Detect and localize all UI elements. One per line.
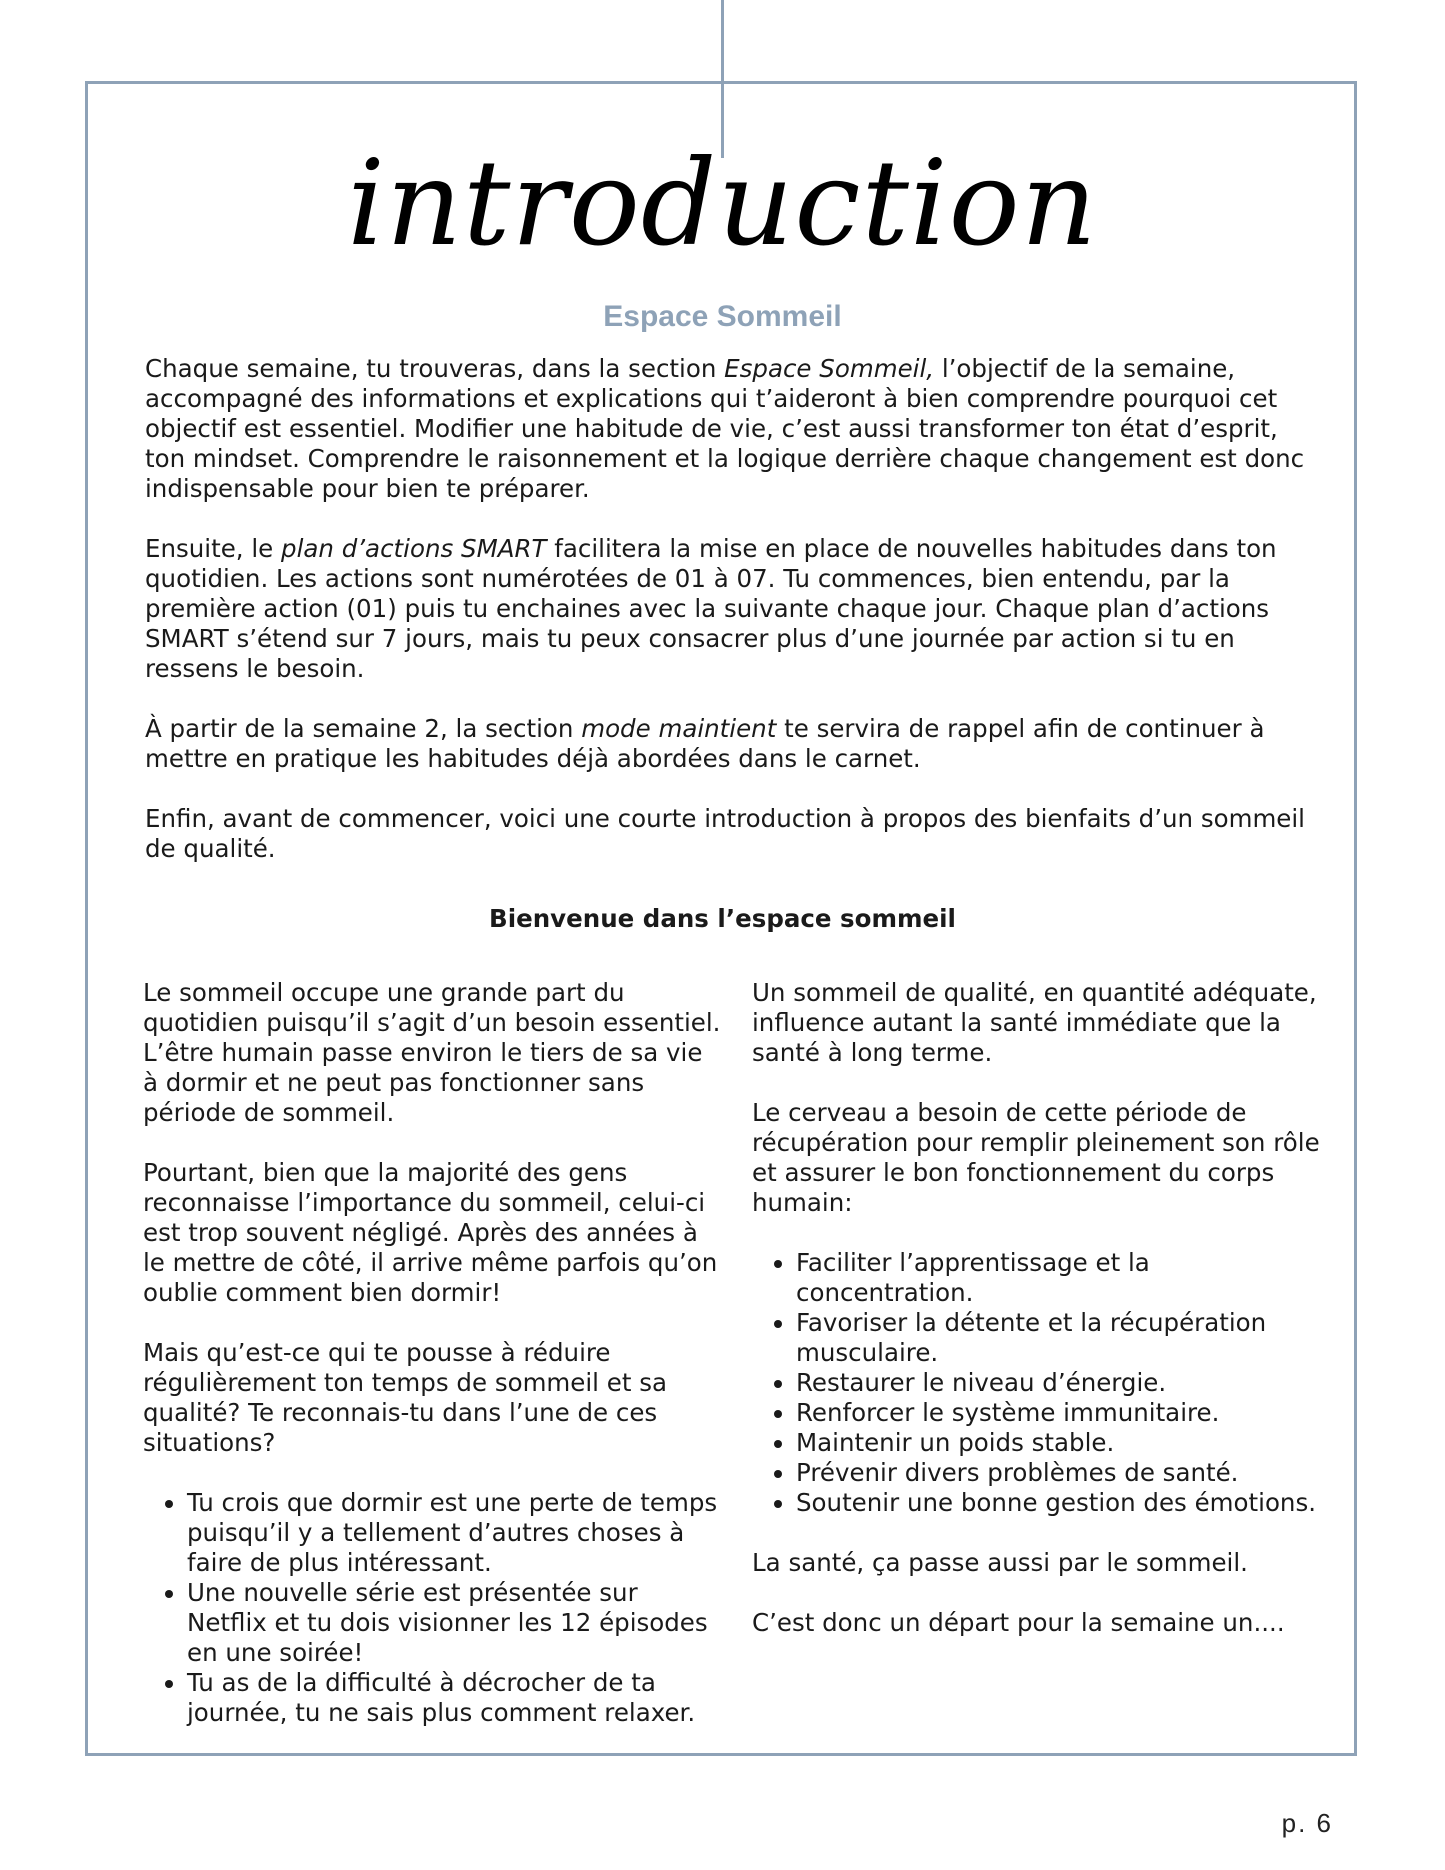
- left-paragraph-3: Mais qu’est-ce qui te pousse à réduire régulièrement ton temps de sommeil et sa qualité? Te reconnais-tu dans l’une de ces situations?: [143, 1338, 668, 1457]
- right-paragraph-1: Un sommeil de qualité, en quantité adéquate, influence autant la santé immédiate que la santé à long terme.: [752, 978, 1317, 1067]
- left-bullet-list: [143, 1488, 723, 1728]
- intro-paragraph-4: Enfin, avant de commencer, voici une courte introduction à propos des bienfaits d’un sommeil de qualité.: [145, 804, 1305, 863]
- right-bullet-list: [752, 1248, 1332, 1518]
- list-item: • Maintenir un poids stable.: [796, 1428, 1332, 1458]
- list-item: • Prévenir divers problèmes de santé.: [796, 1458, 1332, 1488]
- intro-paragraph-2: Ensuite, le plan d’actions SMART facilitera la mise en place de nouvelles habitudes dans ton quotidien. Les actions sont numérotées de 01 à 07. Tu commences, bien entendu, par la première action (01) puis tu enchaines avec la suivante chaque jour. Chaque plan d’actions SMART s’étend sur 7 jours, mais tu peux consacrer plus d’une journée par action si tu en ressens le besoin.: [145, 534, 1277, 683]
- list-item: • Tu as de la difficulté à décrocher de ta journée, tu ne sais plus comment relaxer.: [187, 1668, 723, 1728]
- right-paragraph-2: Le cerveau a besoin de cette période de récupération pour remplir pleinement son rôle et assurer le bon fonctionnement du corps humain:: [752, 1098, 1320, 1217]
- page-title: introduction: [347, 134, 1098, 272]
- list-item: • Tu crois que dormir est une perte de temps puisqu’il y a tellement d’autres choses à faire de plus intéressant.: [187, 1488, 723, 1578]
- intro-section: [145, 354, 1320, 894]
- list-item: • Restaurer le niveau d’énergie.: [796, 1368, 1332, 1398]
- section-subtitle: Espace Sommeil: [603, 300, 842, 333]
- list-item: • Faciliter l’apprentissage et la concentration.: [796, 1248, 1332, 1308]
- welcome-heading: Bienvenue dans l’espace sommeil: [489, 904, 956, 933]
- list-item: • Une nouvelle série est présentée sur Netflix et tu dois visionner les 12 épisodes en une soirée!: [187, 1578, 723, 1668]
- right-paragraph-4: C’est donc un départ pour la semaine un....: [752, 1608, 1285, 1637]
- page-number: p. 6: [1281, 1808, 1333, 1838]
- left-column: [143, 978, 723, 1758]
- list-item: • Favoriser la détente et la récupération musculaire.: [796, 1308, 1332, 1368]
- left-paragraph-1: Le sommeil occupe une grande part du quotidien puisqu’il s’agit d’un besoin essentiel. L’être humain passe environ le tiers de sa vie à dormir et ne peut pas fonctionner sans période de sommeil.: [143, 978, 721, 1127]
- right-column: [752, 978, 1332, 1668]
- right-paragraph-3: La santé, ça passe aussi par le sommeil.: [752, 1548, 1248, 1577]
- list-item: • Renforcer le système immunitaire.: [796, 1398, 1332, 1428]
- intro-paragraph-1: Chaque semaine, tu trouveras, dans la section Espace Sommeil, l’objectif de la semaine, accompagné des informations et explications qui t’aideront à bien comprendre pourquoi cet objectif est essentiel. Modifier une habitude de vie, c’est aussi transformer ton état d’esprit, ton mindset. Comprendre le raisonnement et la logique derrière chaque changement est donc indispensable pour bien te préparer.: [145, 354, 1305, 503]
- left-paragraph-2: Pourtant, bien que la majorité des gens reconnaisse l’importance du sommeil, celui-ci est trop souvent négligé. Après des années à le mettre de côté, il arrive même parfois qu’on oublie comment bien dormir!: [143, 1158, 718, 1307]
- list-item: • Soutenir une bonne gestion des émotions.: [796, 1488, 1332, 1518]
- intro-paragraph-3: À partir de la semaine 2, la section mode maintient te servira de rappel afin de continuer à mettre en pratique les habitudes déjà abordées dans le carnet.: [145, 714, 1265, 773]
